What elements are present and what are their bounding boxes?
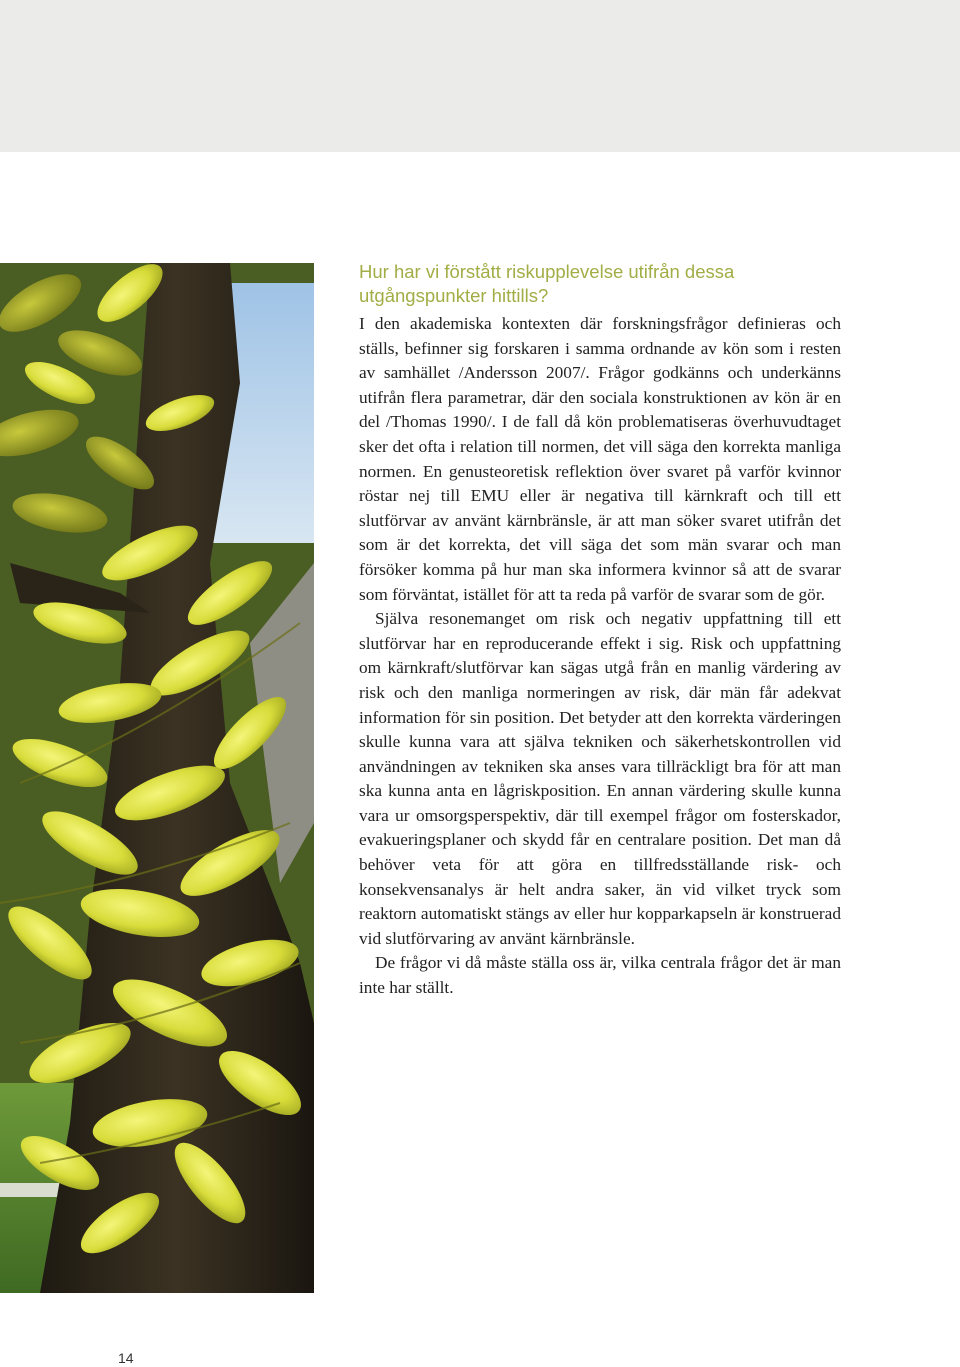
page-number: 14 [118, 1350, 134, 1366]
article-column [359, 260, 841, 1001]
paragraph-3: De frågor vi då måste ställa oss är, vilka centrala frågor det är man inte har ställt. [359, 953, 841, 998]
top-band [0, 0, 960, 152]
paragraph-1: I den akademiska kontexten där forskningsfrågor definieras och ställs, befinner sig forskaren i samma ordnande av kön som i resten av samhället /Andersson 2007/. Frågor godkänns och underkänns utifrån flera parametrar, där den sociala konstruktionen av kön är en del /Thomas 1990/. I de fall då kön problematiseras överhuvudtaget sker det ofta i relation till normen, det vill säga den korrekta manliga normen. En genusteoretisk reflektion över svaret på varför kvinnor röstar nej till EMU eller är negativa till kärnkraft och till ett slutförvar av använt kärnbränsle, är att man söker svaret utifrån det som är det korrekta, det vill säga det som män svarar och man försöker komma på hur man ska informera kvinnor så att de svarar som förväntat, istället för att ta reda på varför de svarar som de gör. [359, 314, 841, 604]
tree-leaves-illustration [0, 263, 314, 1293]
section-heading: Hur har vi förstått riskupplevelse utifrån dessa utgångspunkter hittills? [359, 261, 735, 306]
tree-leaves-photo [0, 263, 314, 1293]
paragraph-2: Själva resonemanget om risk och negativ uppfattning till ett slutförvar har en reproducerande effekt i sig. Risk och uppfattning om kärnkraft/slutförvar kan sägas utgå från en manlig värdering av risk och den manliga normeringen av risk, där män får adekvat information för sin position. Det betyder att den korrekta värderingen skulle kunna vara att själva tekniken och säkerhetskontrollen vid användningen av tekniken ska anses vara tillräckligt bra för att man ska kunna anta en lågriskposition. En annan värdering skulle kunna vara ur omsorgsperspektiv, där till exempel frågor om fosterskador, evakueringsplaner och skydd får en centralare position. Det man då behöver veta för att göra en tillfredsställande risk- och konsekvensanalys är helt andra saker, än vid vilket tryck som reaktorn automatiskt stängs av eller hur kopparkapseln är konstruerad vid slutförvaring av använt kärnbränsle. [359, 609, 841, 948]
